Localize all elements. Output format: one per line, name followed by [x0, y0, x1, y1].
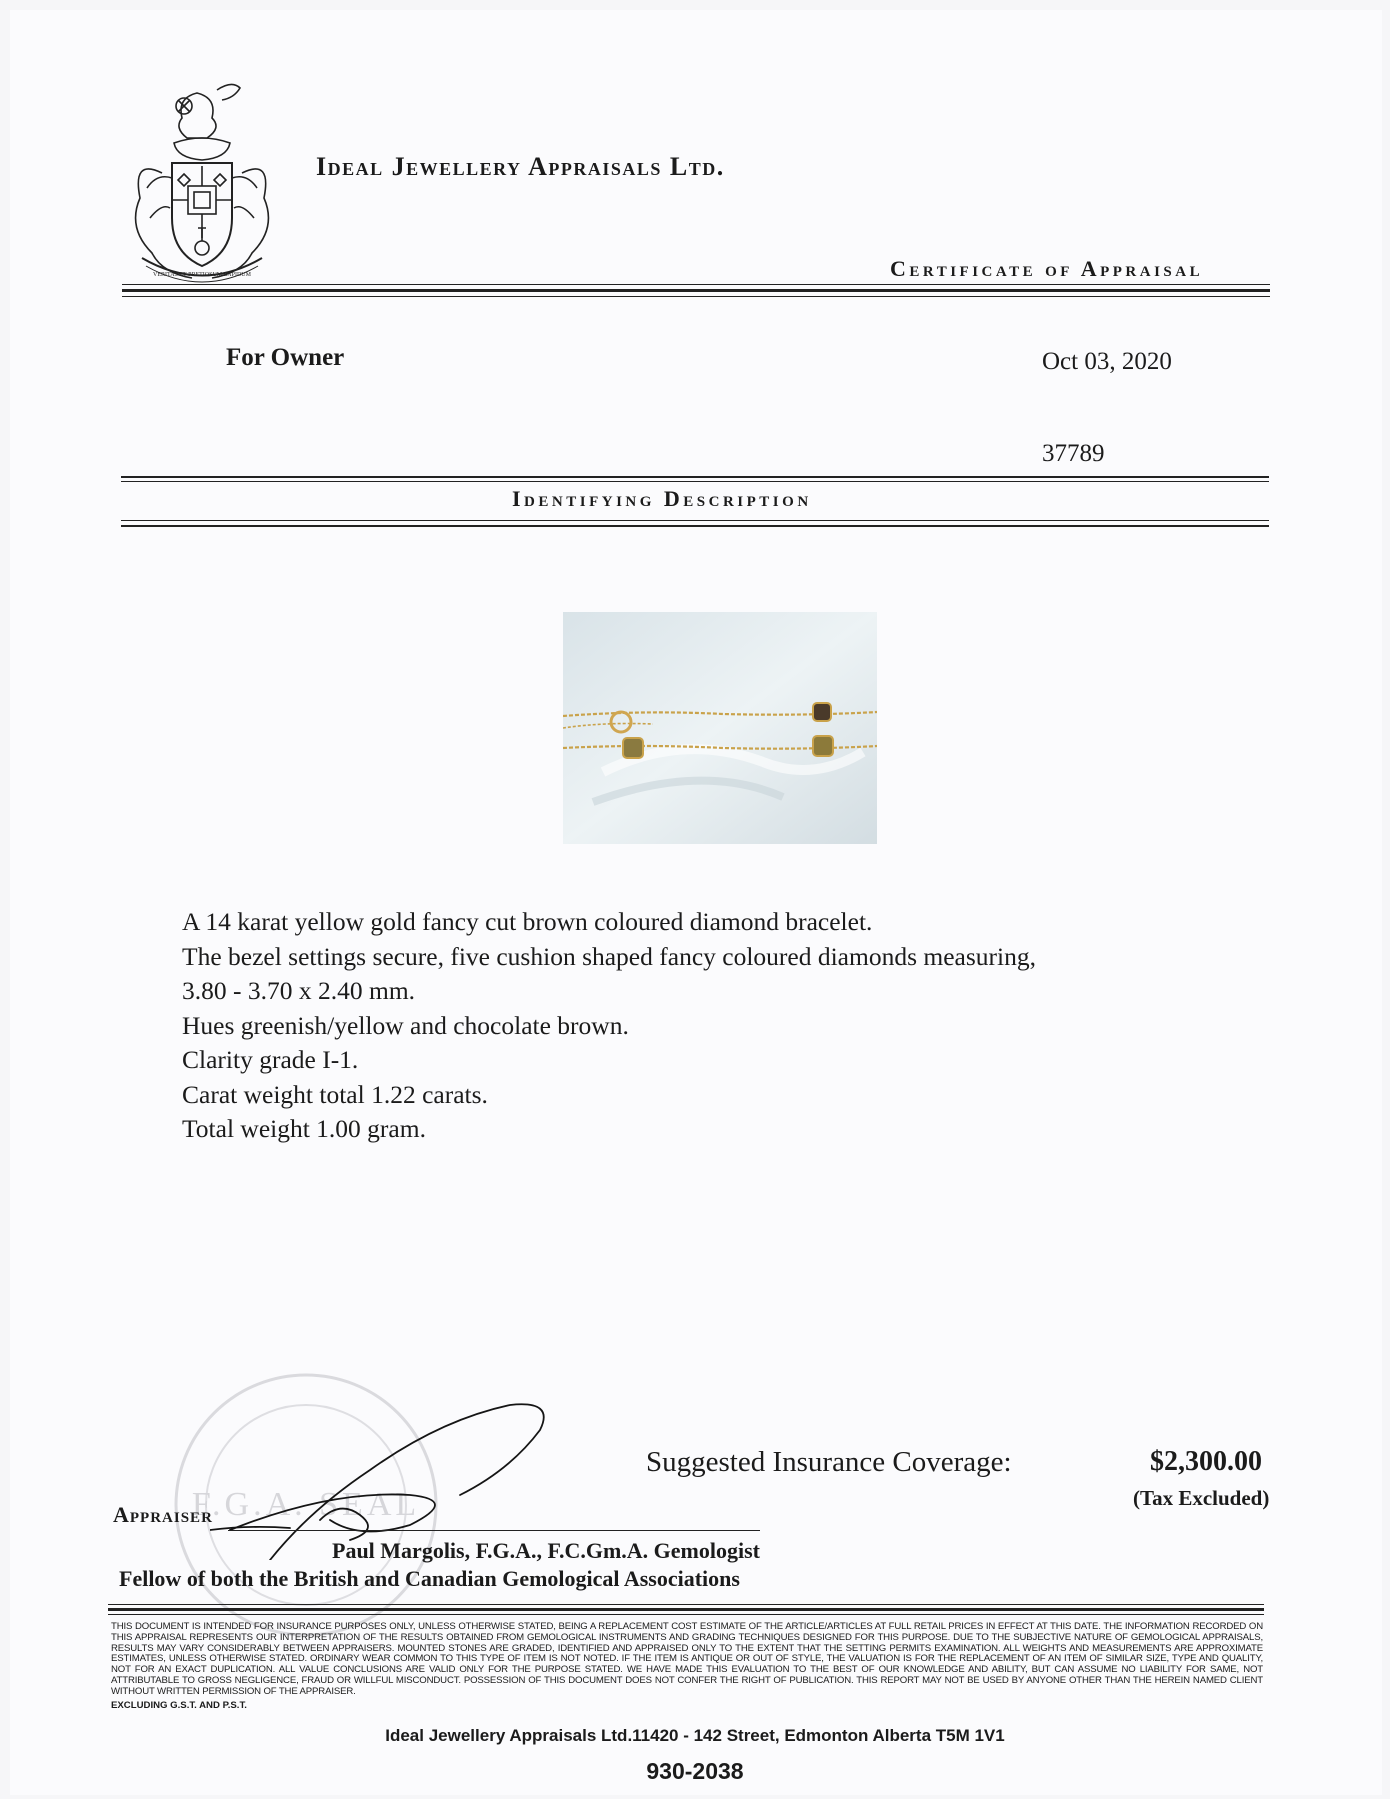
- tax-exclusion-note: EXCLUDING G.S.T. AND P.S.T.: [111, 1700, 247, 1711]
- description-line: Total weight 1.00 gram.: [182, 1114, 426, 1143]
- header-rule-thin: [122, 284, 1270, 285]
- bracelet-photo: [563, 612, 877, 844]
- description-line: 3.80 - 3.70 x 2.40 mm.: [182, 976, 416, 1005]
- section-rule-top-2: [121, 481, 1269, 482]
- header-rule-thick: [122, 289, 1270, 292]
- owner-label: For Owner: [226, 344, 345, 371]
- footer-rule-thin-2: [108, 1614, 1264, 1615]
- svg-text:VERITAS ET PRETIOSUM LAPIDUM: VERITAS ET PRETIOSUM LAPIDUM: [153, 272, 251, 278]
- description-line: The bezel settings secure, five cushion shaped fancy coloured diamonds measuring,: [182, 941, 1036, 971]
- item-description: [182, 905, 1036, 1147]
- company-phone: 930-2038: [646, 1758, 744, 1784]
- signature-line: [228, 1530, 760, 1531]
- description-line: Carat weight total 1.22 carats.: [182, 1079, 488, 1109]
- header-rule-thin-2: [122, 296, 1270, 297]
- coverage-amount: $2,300.00: [1150, 1446, 1262, 1477]
- company-name: Ideal Jewellery Appraisals Ltd.: [316, 152, 725, 181]
- tax-note: (Tax Excluded): [1133, 1486, 1270, 1510]
- legal-disclaimer: THIS DOCUMENT IS INTENDED FOR INSURANCE PURPOSES ONLY, UNLESS OTHERWISE STATED, BEING A REPLACEMENT COST ESTIMATE OF THE ARTICLE/ARTICLES AT FULL RETAIL PRICES IN EFFECT AT THIS DATE. THE INFORMATION RECORDED ON THIS APPRAISAL REPRESENTS OUR INTERPRETATION OF THE RESULTS OBTAINED FROM GEMOLOGICAL INSTRUMENTS AND GRADING TECHNIQUES DESIGNED FOR THIS PURPOSE. DUE TO THE SUBJECTIVE NATURE OF GEMOLOGICAL APPRAISALS, RESULTS MAY VARY CONSIDERABLY BETWEEN APPRAISERS. MOUNTED STONES ARE GRADED, IDENTIFIED AND APPRAISED ONLY TO THE EXTENT THAT THE SETTING PERMITS EXAMINATION. ALL WEIGHTS AND MEASUREMENTS ARE APPROXIMATE ESTIMATES, UNLESS OTHERWISE STATED. ORDINARY WEAR COMMON TO THIS TYPE OF ITEM IS NOT NOTED. IF THE ITEM IS ANTIQUE OR OUT OF STYLE, THE VALUATION IS FOR THE REPLACEMENT OF AN ITEM OF SIMILAR SIZE, TYPE AND QUALITY, NOT FOR AN EXACT DUPLICATION. ALL VALUE CONCLUSIONS ARE VALID ONLY FOR THE PURPOSE STATED. WE HAVE MADE THIS EVALUATION TO THE BEST OF OUR KNOWLEDGE AND ABILITY, BUT CAN ASSUME NO LIABILITY FOR SAME, NOT ATTRIBUTABLE TO GROSS NEGLIGENCE, FRAUD OR WILLFUL MISCONDUCT. POSSESSION OF THIS DOCUMENT DOES NOT CONFER THE RIGHT OF PUBLICATION. THIS REPORT MAY NOT BE USED BY ANYONE OTHER THAN THE HEREIN NAMED CLIENT WITHOUT WRITTEN PERMISSION OF THE APPRAISER.: [111, 1621, 1263, 1697]
- company-address: Ideal Jewellery Appraisals Ltd.11420 - 142 Street, Edmonton Alberta T5M 1V1: [385, 1726, 1005, 1745]
- coat-of-arms-logo: [122, 78, 282, 288]
- certificate-number: 37789: [1042, 440, 1105, 467]
- coverage-label: Suggested Insurance Coverage:: [646, 1446, 1012, 1478]
- section-rule-top: [121, 476, 1269, 478]
- footer-rule-thin: [108, 1604, 1264, 1605]
- appraiser-label: Appraiser: [113, 1502, 213, 1527]
- footer-rule-thick: [108, 1608, 1264, 1611]
- appraiser-fellowship: Fellow of both the British and Canadian Gemological Associations: [119, 1566, 740, 1591]
- appraisal-date: Oct 03, 2020: [1042, 348, 1172, 375]
- description-line: Clarity grade I-1.: [182, 1045, 359, 1074]
- description-line: Hues greenish/yellow and chocolate brown.: [182, 1010, 629, 1040]
- description-line: A 14 karat yellow gold fancy cut brown coloured diamond bracelet.: [182, 907, 873, 936]
- section-rule-bottom-2: [121, 525, 1269, 527]
- certificate-title: Certificate of Appraisal: [890, 256, 1204, 281]
- appraiser-signature: [210, 1400, 560, 1560]
- section-title: Identifying Description: [512, 486, 812, 511]
- section-rule-bottom: [121, 520, 1269, 521]
- appraiser-name: Paul Margolis, F.G.A., F.C.Gm.A. Gemologist: [332, 1538, 760, 1563]
- svg-text:F.G.A. SEAL: F.G.A. SEAL: [191, 1486, 421, 1523]
